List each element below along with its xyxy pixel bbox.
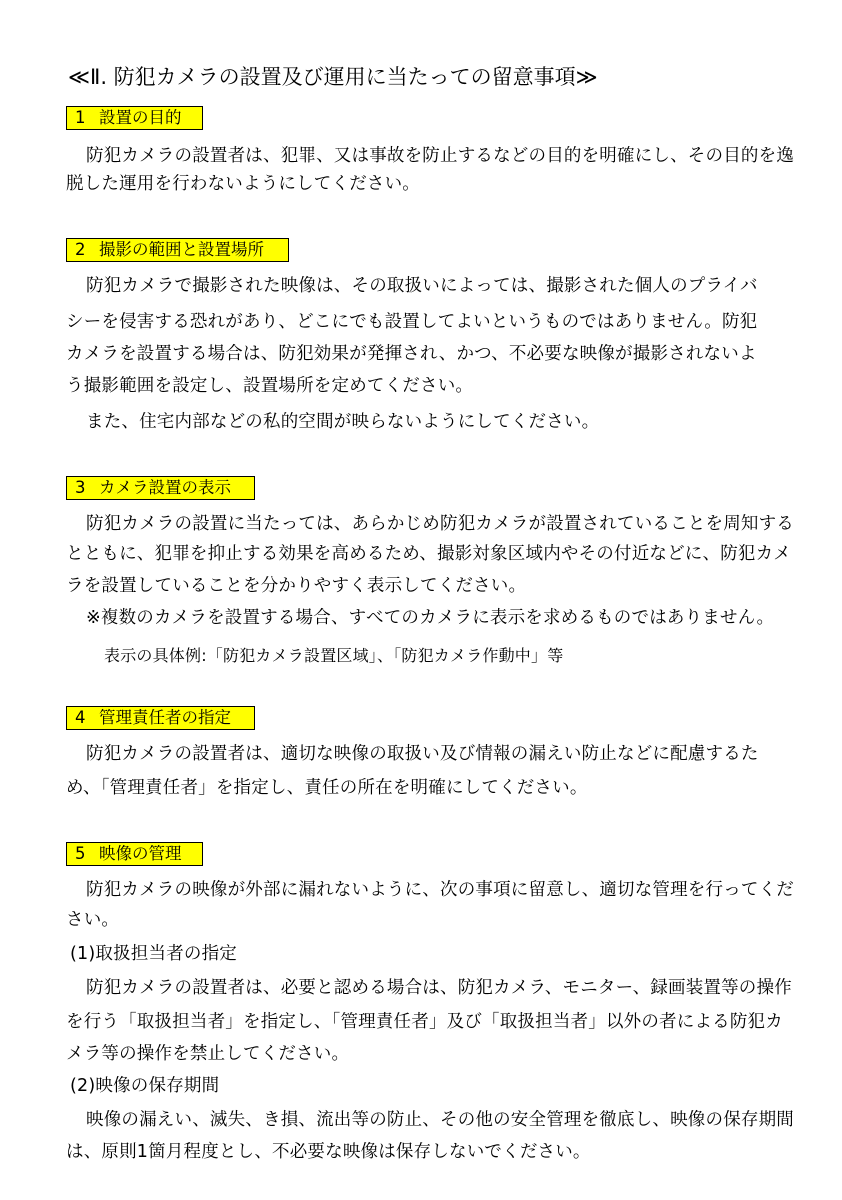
section-4-line-2: め、「管理責任者」を指定し、責任の所在を明確にしてください。 <box>66 778 588 798</box>
section-4-line-1: 防犯カメラの設置者は、適切な映像の取扱い及び情報の漏えい防止などに配慮するた <box>86 744 759 764</box>
section-3-number: 3 <box>75 478 86 497</box>
section-1-number: 1 <box>75 108 86 127</box>
document-title: ≪Ⅱ. 防犯カメラの設置及び運用に当たっての留意事項≫ <box>68 65 598 89</box>
section-3-title: カメラ設置の表示 <box>99 478 231 497</box>
section-5-line-4: 防犯カメラの設置者は、必要と認める場合は、防犯カメラ、モニター、録画装置等の操作 <box>86 978 792 998</box>
section-2-line-2: シーを侵害する恐れがあり、どこにでも設置してよいというものではありません。防犯 <box>66 312 758 332</box>
section-1-heading <box>66 106 203 130</box>
section-2-line-1: 防犯カメラで撮影された映像は、その取扱いによっては、撮影された個人のプライバ <box>86 276 758 296</box>
section-4-number: 4 <box>75 708 86 727</box>
section-5-subheading-2: (2)映像の保存期間 <box>70 1076 220 1096</box>
section-2-title: 撮影の範囲と設置場所 <box>99 240 264 259</box>
section-5-line-8: 映像の漏えい、滅失、き損、流出等の防止、その他の安全管理を徹底し、映像の保存期間 <box>86 1110 794 1130</box>
section-3-line-2: とともに、犯罪を抑止する効果を高めるため、撮影対象区域内やその付近などに、防犯カメ <box>66 544 791 564</box>
section-1-line-1: 防犯カメラの設置者は、犯罪、又は事故を防止するなどの目的を明確にし、その目的を逸 <box>86 146 794 166</box>
section-3-heading <box>66 476 255 500</box>
section-2-number: 2 <box>75 240 86 259</box>
section-5-heading <box>66 842 203 866</box>
section-5-line-2: さい。 <box>66 910 120 930</box>
section-3-line-3: ラを設置していることを分かりやすく表示してください。 <box>66 576 527 596</box>
section-3-line-1: 防犯カメラの設置に当たっては、あらかじめ防犯カメラが設置されていることを周知する <box>86 514 794 534</box>
section-5-subheading-1: (1)取扱担当者の指定 <box>70 944 237 964</box>
section-3-line-5: 表示の具体例:「防犯カメラ設置区域」、「防犯カメラ作動中」等 <box>104 646 564 665</box>
section-5-line-5: を行う「取扱担当者」を指定し、「管理責任者」及び「取扱担当者」以外の者による防犯カ <box>66 1012 783 1032</box>
section-2-line-5: また、住宅内部などの私的空間が映らないようにしてください。 <box>86 412 600 432</box>
section-1-title: 設置の目的 <box>99 108 182 127</box>
section-3-line-4: ※複数のカメラを設置する場合、すべてのカメラに表示を求めるものではありません。 <box>86 608 775 628</box>
section-2-heading <box>66 238 289 262</box>
section-5-line-6: メラ等の操作を禁止してください。 <box>66 1044 350 1064</box>
section-4-title: 管理責任者の指定 <box>99 708 231 727</box>
section-4-heading <box>66 706 255 730</box>
section-2-line-3: カメラを設置する場合は、防犯効果が発揮され、かつ、不必要な映像が撮影されないよ <box>66 344 757 364</box>
section-5-line-9: は、原則1箇月程度とし、不必要な映像は保存しないでください。 <box>66 1142 591 1162</box>
section-1-line-2: 脱した運用を行わないようにしてください。 <box>66 174 420 194</box>
section-5-line-1: 防犯カメラの映像が外部に漏れないように、次の事項に留意し、適切な管理を行ってくだ <box>86 880 794 900</box>
section-5-title: 映像の管理 <box>99 844 182 863</box>
section-5-number: 5 <box>75 844 86 863</box>
section-2-line-4: う撮影範囲を設定し、設置場所を定めてください。 <box>66 376 474 396</box>
